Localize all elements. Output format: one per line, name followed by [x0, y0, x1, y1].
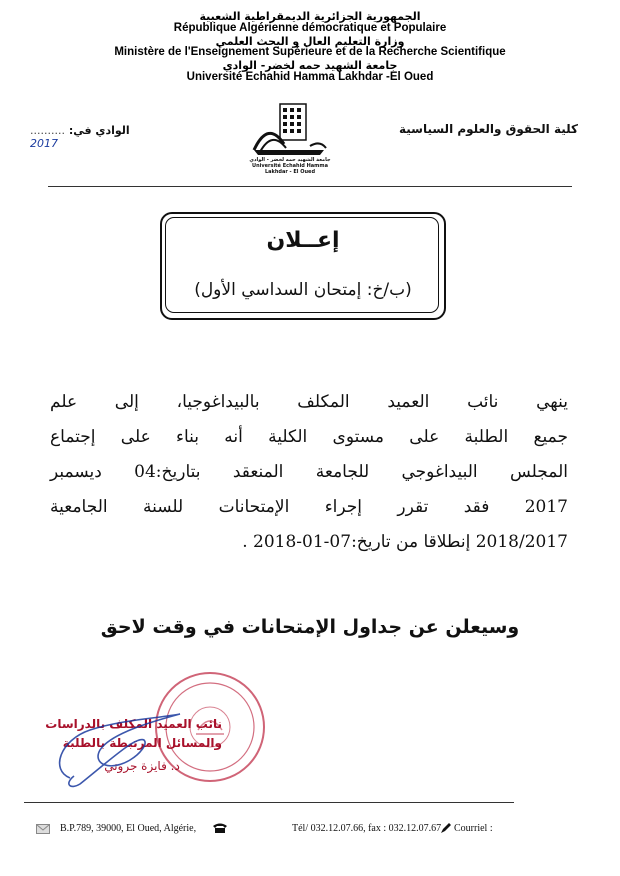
handwritten-signature-icon: [40, 700, 190, 790]
signatory-title-line-1: نائب العميد المكلف بالدراسات: [45, 717, 222, 731]
city-date-dots: ..........: [30, 124, 65, 137]
footer-address: B.P.789, 39000, El Oued, Algérie,: [60, 823, 197, 834]
exam-schedule-notice: وسيعلن عن جداول الإمتحانات في وقت لاحق: [100, 616, 520, 638]
body-line-5: 2018/2017 إنطلاقا من تاريخ:07-01-2018 .: [242, 532, 568, 552]
announcement-subtitle: (ب/خ: إمتحان السداسي الأول): [194, 280, 412, 300]
footer-divider: [24, 802, 514, 803]
faculty-name: كلية الحقوق والعلوم السياسية: [398, 122, 578, 136]
city-date-label: الوادي في:: [68, 124, 130, 137]
footer: [36, 822, 596, 838]
handwritten-date: 2017: [30, 137, 58, 150]
announcement-title: إعــلان: [266, 228, 340, 253]
city-date: [30, 124, 140, 150]
header-divider: [48, 186, 572, 187]
logo-caption: جامعة الشهيد حمه لخضر - الوادي Université Echahid Hamma Lakhdar - El Oued: [249, 157, 331, 175]
phone-icon: [212, 822, 228, 834]
body-line-1: ينهي نائب العميد المكلف بالبيداغوجيا، إلى علم: [50, 392, 568, 412]
footer-courriel: Courriel :: [454, 823, 493, 834]
pen-icon: [440, 822, 452, 834]
university-ar: جامعة الشهيد حمه لخضر- الوادي: [222, 59, 398, 72]
signatory-name: د. فايزة جروني: [104, 759, 180, 773]
footer-phone-fax: Tél/ 032.12.07.66, fax : 032.12.07.67: [292, 823, 442, 834]
body-line-2: جميع الطلبة على مستوى الكلية أنه بناء على إجتماع: [50, 427, 568, 447]
republic-ar: الجمهورية الجزائرية الديمقراطية الشعبية: [199, 10, 421, 23]
university-fr: Université Echahid Hamma Lakhdar -El Oued: [186, 71, 434, 83]
republic-fr: République Algérienne démocratique et Populaire: [173, 22, 447, 34]
ministry-ar: وزارة التعليم العال و البحث العلمي: [215, 35, 405, 48]
body-line-3: المجلس البيداغوجي للجامعة المنعقد بتاريخ:04 ديسمبر: [50, 462, 568, 482]
body-line-4: 2017 فقد تقرر إجراء الإمتحانات للسنة الجامعية: [50, 497, 568, 517]
ministry-fr: Ministère de l'Enseignement Supérieure et de la Recherche Scientifique: [114, 46, 506, 58]
mail-icon: [36, 824, 50, 834]
signatory-title-line-2: والمسائل المرتبطة بالطلبة: [62, 736, 222, 750]
